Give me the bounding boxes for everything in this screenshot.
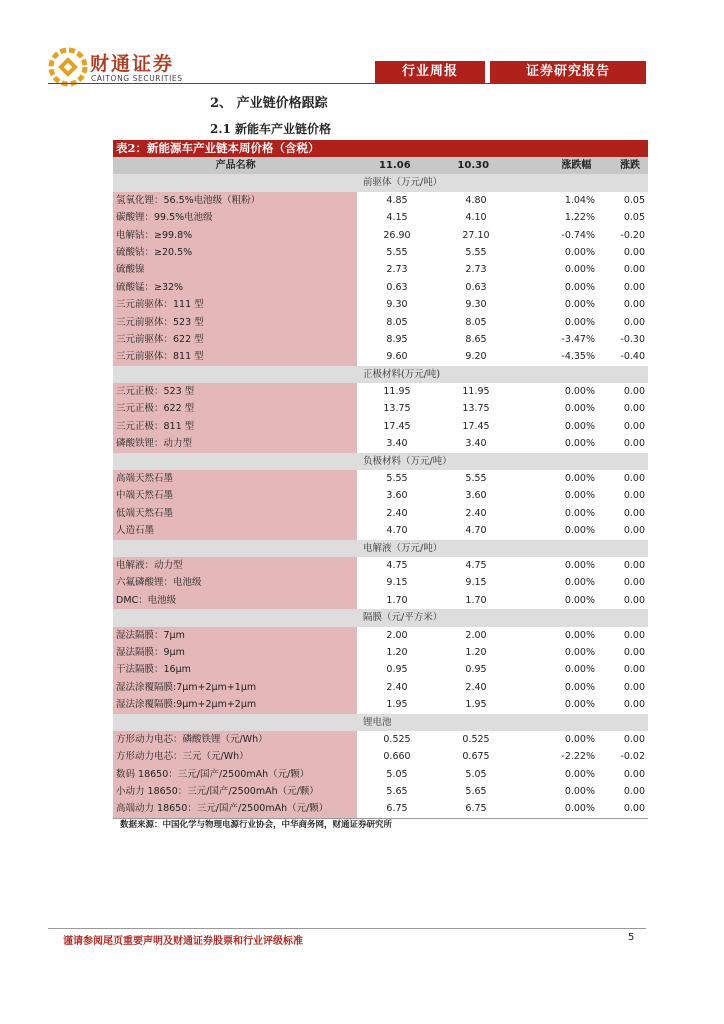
change-pct-cell: 1.04%	[564, 194, 595, 206]
table-row	[113, 261, 648, 278]
data-source-note: 数据来源：中国化学与物理电源行业协会，中华商务网，财通证券研究所	[120, 820, 393, 830]
change-pct-cell: 0.00%	[564, 646, 595, 658]
product-name-cell: 中端天然石墨	[113, 487, 357, 504]
previous-price-cell: 4.70	[465, 525, 487, 537]
change-pct-cell: 0.00%	[564, 525, 595, 537]
product-name-cell: 三元正极：523 型	[113, 383, 357, 400]
product-name-cell: 湿法隔膜：9μm	[113, 644, 357, 661]
change-cell: -0.30	[620, 333, 645, 345]
previous-price-cell: 3.60	[465, 490, 487, 502]
previous-price-cell: 2.40	[465, 507, 487, 519]
table-title: 表2：新能源车产业链本周价格（含税）	[113, 140, 648, 157]
current-price-cell: 9.15	[386, 577, 408, 589]
section-title: 2、 产业链价格跟踪	[210, 96, 328, 111]
table-row	[113, 435, 648, 452]
change-pct-cell: 0.00%	[564, 559, 595, 571]
change-cell: 0.00	[623, 646, 645, 658]
change-cell: 0.05	[623, 212, 645, 224]
product-name-cell: 数码 18650：三元/国产/2500mAh（元/颗）	[113, 766, 357, 783]
group-header-label: 隔膜（元/平方米）	[363, 612, 443, 624]
current-price-cell: 5.05	[386, 768, 408, 780]
previous-price-cell: 1.70	[465, 594, 487, 606]
change-pct-cell: 0.00%	[564, 246, 595, 258]
previous-price-cell: 3.40	[465, 438, 487, 450]
subsection-title: 2.1 新能车产业链价格	[210, 122, 332, 136]
previous-price-cell: 4.10	[465, 212, 487, 224]
product-name-cell: 硫酸锰：≥32%	[113, 279, 357, 296]
table-row	[113, 731, 648, 748]
table-row	[113, 627, 648, 644]
header-research-report-label: 证券研究报告	[490, 61, 646, 83]
previous-price-cell: 4.75	[465, 559, 487, 571]
previous-price-cell: 9.20	[465, 351, 487, 363]
previous-price-cell: 0.675	[462, 751, 490, 763]
table-row	[113, 679, 648, 696]
change-cell: 0.00	[623, 420, 645, 432]
change-pct-cell: -0.74%	[561, 229, 595, 241]
current-price-cell: 2.40	[386, 507, 408, 519]
product-name-cell: 三元正极：622 型	[113, 400, 357, 417]
group-header-label: 正极材料(万元/吨)	[363, 368, 441, 380]
current-price-cell: 5.55	[386, 473, 408, 485]
column-header-previous: 10.30	[457, 160, 490, 171]
current-price-cell: 1.70	[386, 594, 408, 606]
product-name-cell: 湿法隔膜：7μm	[113, 627, 357, 644]
change-pct-cell: 0.00%	[564, 577, 595, 589]
change-pct-cell: 0.00%	[564, 386, 595, 398]
group-header-label: 电解液（万元/吨）	[363, 542, 443, 554]
previous-price-cell: 0.63	[465, 281, 487, 293]
previous-price-cell: 5.05	[465, 768, 487, 780]
change-cell: 0.00	[623, 629, 645, 641]
table-row	[113, 296, 648, 313]
current-price-cell: 0.525	[383, 733, 411, 745]
change-pct-cell: -4.35%	[561, 351, 595, 363]
change-cell: 0.00	[623, 786, 645, 798]
table-row	[113, 557, 648, 574]
current-price-cell: 5.55	[386, 246, 408, 258]
table-row	[113, 661, 648, 678]
product-name-cell: 电解钴：≥99.8%	[113, 227, 357, 244]
product-name-cell: 硫酸钴：≥20.5%	[113, 244, 357, 261]
current-price-cell: 9.30	[386, 299, 408, 311]
table-row	[113, 470, 648, 487]
previous-price-cell: 5.55	[465, 473, 487, 485]
change-cell: -0.02	[620, 751, 645, 763]
change-cell: 0.05	[623, 194, 645, 206]
change-pct-cell: 0.00%	[564, 403, 595, 415]
previous-price-cell: 9.15	[465, 577, 487, 589]
product-name-cell: DMC：电池级	[113, 592, 357, 609]
change-pct-cell: 0.00%	[564, 264, 595, 276]
change-pct-cell: 0.00%	[564, 803, 595, 815]
current-price-cell: 6.75	[386, 803, 408, 815]
change-pct-cell: 0.00%	[564, 420, 595, 432]
change-pct-cell: 0.00%	[564, 699, 595, 711]
previous-price-cell: 13.75	[462, 403, 490, 415]
previous-price-cell: 8.65	[465, 333, 487, 345]
product-name-cell: 湿法涂覆隔膜:9μm+2μm+2μm	[113, 696, 357, 713]
product-name-cell: 三元前驱体：622 型	[113, 331, 357, 348]
product-name-cell: 磷酸铁锂：动力型	[113, 435, 357, 452]
product-name-cell: 三元前驱体：111 型	[113, 296, 357, 313]
product-name-cell: 方形动力电芯：磷酸铁锂（元/Wh）	[113, 731, 357, 748]
change-cell: 0.00	[623, 403, 645, 415]
current-price-cell: 13.75	[383, 403, 411, 415]
table-row	[113, 748, 648, 765]
previous-price-cell: 2.40	[465, 681, 487, 693]
change-cell: 0.00	[623, 264, 645, 276]
group-header-label: 锂电池	[363, 716, 392, 728]
product-name-cell: 高端动力 18650：三元/国产/2500mAh（元/颗）	[113, 800, 357, 817]
previous-price-cell: 5.65	[465, 786, 487, 798]
previous-price-cell: 2.00	[465, 629, 487, 641]
previous-price-cell: 8.05	[465, 316, 487, 328]
table-row	[113, 192, 648, 209]
table-row	[113, 279, 648, 296]
change-pct-cell: 0.00%	[564, 786, 595, 798]
column-header-product: 产品名称	[215, 160, 256, 171]
current-price-cell: 0.63	[386, 281, 408, 293]
product-name-cell: 高端天然石墨	[113, 470, 357, 487]
table-row	[113, 244, 648, 261]
table-row	[113, 418, 648, 435]
change-cell: 0.00	[623, 768, 645, 780]
logo-emblem-icon	[48, 47, 88, 87]
previous-price-cell: 17.45	[462, 420, 490, 432]
change-cell: 0.00	[623, 803, 645, 815]
table-row	[113, 209, 648, 226]
current-price-cell: 4.15	[386, 212, 408, 224]
change-pct-cell: -3.47%	[561, 333, 595, 345]
change-cell: 0.00	[623, 246, 645, 258]
change-cell: 0.00	[623, 594, 645, 606]
change-cell: 0.00	[623, 438, 645, 450]
table-group-header	[113, 540, 648, 557]
product-name-cell: 小动力 18650：三元/国产/2500mAh（元/颗）	[113, 783, 357, 800]
table-group-header	[113, 453, 648, 470]
product-name-cell: 湿法涂覆隔膜:7μm+2μm+1μm	[113, 679, 357, 696]
change-pct-cell: 0.00%	[564, 594, 595, 606]
table-row	[113, 400, 648, 417]
current-price-cell: 1.95	[386, 699, 408, 711]
product-name-cell: 方形动力电芯：三元（元/Wh）	[113, 748, 357, 765]
current-price-cell: 4.70	[386, 525, 408, 537]
change-cell: 0.00	[623, 681, 645, 693]
table-group-header	[113, 714, 648, 731]
product-name-cell: 三元前驱体：523 型	[113, 314, 357, 331]
current-price-cell: 5.65	[386, 786, 408, 798]
product-name-cell: 六氟磷酸锂：电池级	[113, 574, 357, 591]
table-group-header	[113, 174, 648, 191]
previous-price-cell: 6.75	[465, 803, 487, 815]
column-header-change: 涨跌	[620, 160, 640, 171]
table-row	[113, 522, 648, 539]
footer-disclaimer: 谨请参阅尾页重要声明及财通证券股票和行业评级标准	[63, 936, 303, 947]
product-name-cell: 三元正极：811 型	[113, 418, 357, 435]
table-row	[113, 696, 648, 713]
product-name-cell: 人造石墨	[113, 522, 357, 539]
change-pct-cell: 0.00%	[564, 281, 595, 293]
product-name-cell: 干法隔膜：16μm	[113, 661, 357, 678]
table-group-header	[113, 609, 648, 626]
change-pct-cell: 0.00%	[564, 438, 595, 450]
table-row	[113, 331, 648, 348]
column-header-change-pct: 涨跌幅	[561, 160, 592, 171]
product-name-cell: 硫酸镍	[113, 261, 357, 278]
current-price-cell: 0.95	[386, 664, 408, 676]
current-price-cell: 0.660	[383, 751, 411, 763]
previous-price-cell: 9.30	[465, 299, 487, 311]
current-price-cell: 4.75	[386, 559, 408, 571]
change-cell: 0.00	[623, 386, 645, 398]
product-name-cell: 电解液：动力型	[113, 557, 357, 574]
current-price-cell: 3.60	[386, 490, 408, 502]
current-price-cell: 4.85	[386, 194, 408, 206]
page-number: 5	[628, 932, 635, 943]
change-cell: 0.00	[623, 525, 645, 537]
change-cell: 0.00	[623, 664, 645, 676]
change-cell: 0.00	[623, 699, 645, 711]
change-cell: 0.00	[623, 559, 645, 571]
table-row	[113, 383, 648, 400]
previous-price-cell: 11.95	[462, 386, 490, 398]
current-price-cell: 11.95	[383, 386, 411, 398]
current-price-cell: 26.90	[383, 229, 411, 241]
change-pct-cell: 0.00%	[564, 507, 595, 519]
change-cell: 0.00	[623, 316, 645, 328]
price-table	[113, 140, 648, 819]
change-cell: 0.00	[623, 507, 645, 519]
change-cell: -0.20	[620, 229, 645, 241]
current-price-cell: 2.00	[386, 629, 408, 641]
current-price-cell: 3.40	[386, 438, 408, 450]
change-pct-cell: 0.00%	[564, 299, 595, 311]
change-pct-cell: 0.00%	[564, 681, 595, 693]
previous-price-cell: 1.20	[465, 646, 487, 658]
change-cell: 0.00	[623, 281, 645, 293]
group-header-label: 负极材料（万元/吨）	[363, 455, 452, 467]
company-logo	[48, 47, 248, 91]
previous-price-cell: 0.95	[465, 664, 487, 676]
table-body	[113, 174, 648, 817]
change-pct-cell: 0.00%	[564, 629, 595, 641]
table-row	[113, 227, 648, 244]
current-price-cell: 1.20	[386, 646, 408, 658]
current-price-cell: 17.45	[383, 420, 411, 432]
group-header-label: 前驱体（万元/吨）	[363, 177, 443, 189]
previous-price-cell: 5.55	[465, 246, 487, 258]
table-row	[113, 314, 648, 331]
header-industry-weekly-label: 行业周报	[375, 61, 485, 83]
table-row	[113, 505, 648, 522]
product-name-cell: 低端天然石墨	[113, 505, 357, 522]
change-cell: 0.00	[623, 473, 645, 485]
table-row	[113, 766, 648, 783]
table-row	[113, 487, 648, 504]
product-name-cell: 碳酸锂：99.5%电池级	[113, 209, 357, 226]
table-row	[113, 800, 648, 817]
previous-price-cell: 2.73	[465, 264, 487, 276]
change-pct-cell: 0.00%	[564, 664, 595, 676]
change-cell: 0.00	[623, 299, 645, 311]
previous-price-cell: 4.80	[465, 194, 487, 206]
change-cell: 0.00	[623, 490, 645, 502]
table-header-row	[113, 157, 648, 174]
table-row	[113, 783, 648, 800]
table-row	[113, 348, 648, 365]
current-price-cell: 8.95	[386, 333, 408, 345]
column-header-current: 11.06	[379, 160, 411, 171]
change-pct-cell: 0.00%	[564, 768, 595, 780]
table-row	[113, 644, 648, 661]
product-name-cell: 三元前驱体：811 型	[113, 348, 357, 365]
header-divider	[48, 83, 646, 84]
previous-price-cell: 1.95	[465, 699, 487, 711]
change-pct-cell: 0.00%	[564, 733, 595, 745]
current-price-cell: 8.05	[386, 316, 408, 328]
previous-price-cell: 27.10	[462, 229, 490, 241]
table-group-header	[113, 366, 648, 383]
logo-chinese-name: 财通证券	[90, 53, 175, 75]
table-row	[113, 592, 648, 609]
previous-price-cell: 0.525	[462, 733, 490, 745]
product-name-cell: 氢氧化锂：56.5%电池级（粗粉）	[113, 192, 357, 209]
current-price-cell: 2.73	[386, 264, 408, 276]
change-pct-cell: 0.00%	[564, 473, 595, 485]
change-cell: -0.40	[620, 351, 645, 363]
change-pct-cell: 1.22%	[564, 212, 595, 224]
change-pct-cell: 0.00%	[564, 490, 595, 502]
table-row	[113, 574, 648, 591]
change-cell: 0.00	[623, 733, 645, 745]
logo-english-name: CAITONG SECURITIES	[91, 74, 183, 83]
current-price-cell: 2.40	[386, 681, 408, 693]
footer-divider	[48, 928, 646, 929]
change-pct-cell: -2.22%	[561, 751, 595, 763]
change-pct-cell: 0.00%	[564, 316, 595, 328]
change-cell: 0.00	[623, 577, 645, 589]
current-price-cell: 9.60	[386, 351, 408, 363]
